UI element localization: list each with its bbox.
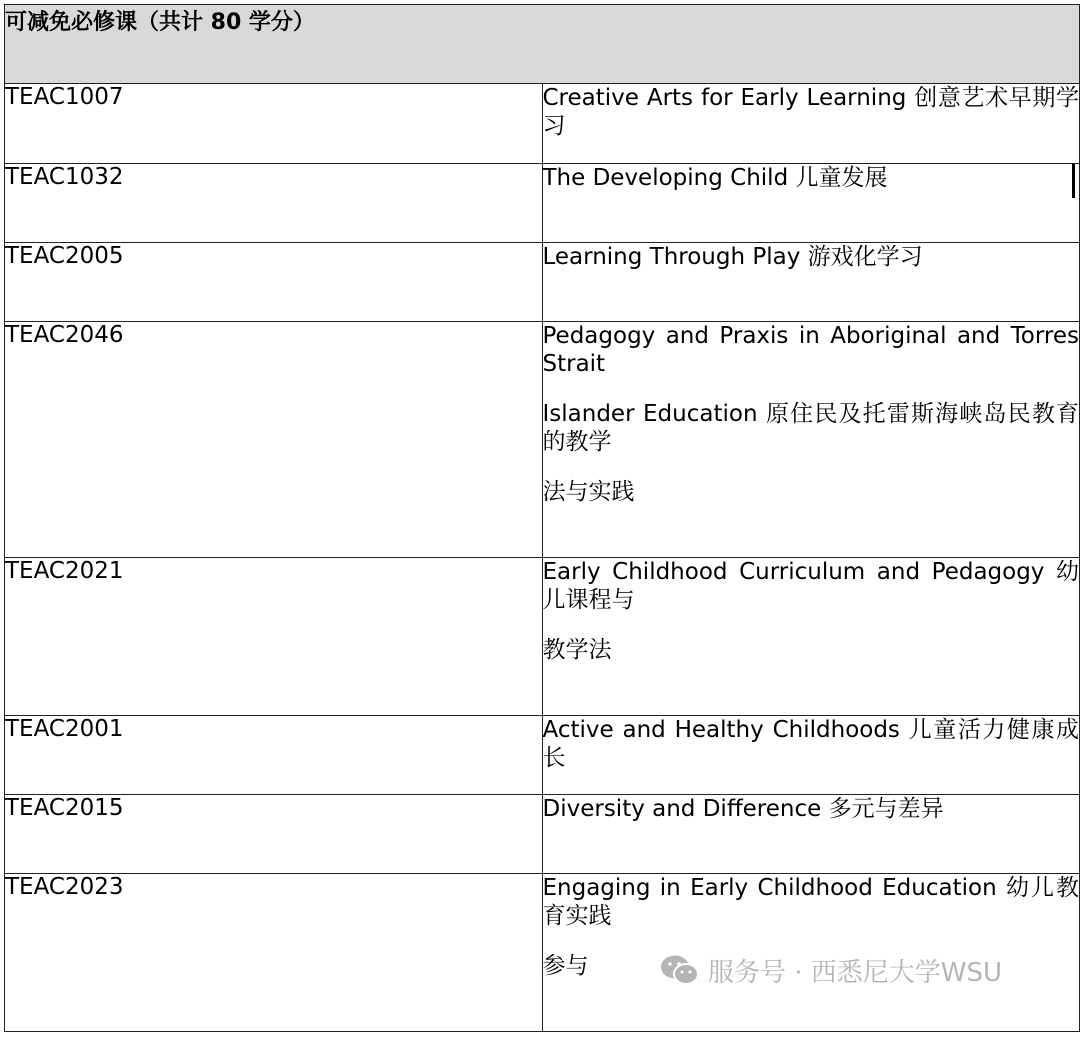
course-title-line: Engaging in Early Childhood Education 幼儿教育实践 xyxy=(542,875,1079,929)
course-title xyxy=(542,322,1080,558)
course-table xyxy=(4,4,1080,1032)
table-row xyxy=(5,164,1080,243)
course-title-line: 法与实践 xyxy=(542,479,635,505)
course-title xyxy=(542,795,1080,874)
watermark-text: 服务号 · 西悉尼大学WSU xyxy=(708,957,1003,988)
text-cursor xyxy=(1072,164,1075,198)
course-title-line: The Developing Child 儿童发展 xyxy=(542,165,888,191)
course-code: TEAC2005 xyxy=(5,243,543,322)
course-title-line: Early Childhood Curriculum and Pedagogy 幼儿课程与 xyxy=(542,559,1079,613)
course-title xyxy=(542,164,1080,243)
course-title xyxy=(542,558,1080,716)
course-code: TEAC2046 xyxy=(5,322,543,558)
course-title-line: 教学法 xyxy=(542,637,612,663)
course-title-line: Diversity and Difference 多元与差异 xyxy=(542,796,944,822)
course-title xyxy=(542,716,1080,795)
table-header-title: 可减免必修课（共计 80 学分） xyxy=(5,5,1080,84)
course-title-line: Pedagogy and Praxis in Aboriginal and Torres Strait xyxy=(542,323,1079,377)
wechat-icon xyxy=(660,953,700,987)
course-title-line: Learning Through Play 游戏化学习 xyxy=(542,244,923,270)
watermark xyxy=(660,950,1002,990)
course-code: TEAC1032 xyxy=(5,164,543,243)
course-title-line: 参与 xyxy=(542,953,589,979)
table-row xyxy=(5,716,1080,795)
course-title xyxy=(542,243,1080,322)
course-title-line: Islander Education 原住民及托雷斯海峡岛民教育的教学 xyxy=(542,401,1079,455)
course-code: TEAC2023 xyxy=(5,874,543,1032)
course-title-line: Active and Healthy Childhoods 儿童活力健康成长 xyxy=(542,717,1079,771)
table-header-row xyxy=(5,5,1080,84)
table-row xyxy=(5,322,1080,558)
course-code: TEAC1007 xyxy=(5,84,543,164)
course-title xyxy=(542,84,1080,164)
course-code: TEAC2015 xyxy=(5,795,543,874)
table-row xyxy=(5,795,1080,874)
course-code: TEAC2021 xyxy=(5,558,543,716)
table-row xyxy=(5,243,1080,322)
table-row xyxy=(5,84,1080,164)
course-title-line: Creative Arts for Early Learning 创意艺术早期学习 xyxy=(542,85,1079,139)
course-code: TEAC2001 xyxy=(5,716,543,795)
table-row xyxy=(5,558,1080,716)
